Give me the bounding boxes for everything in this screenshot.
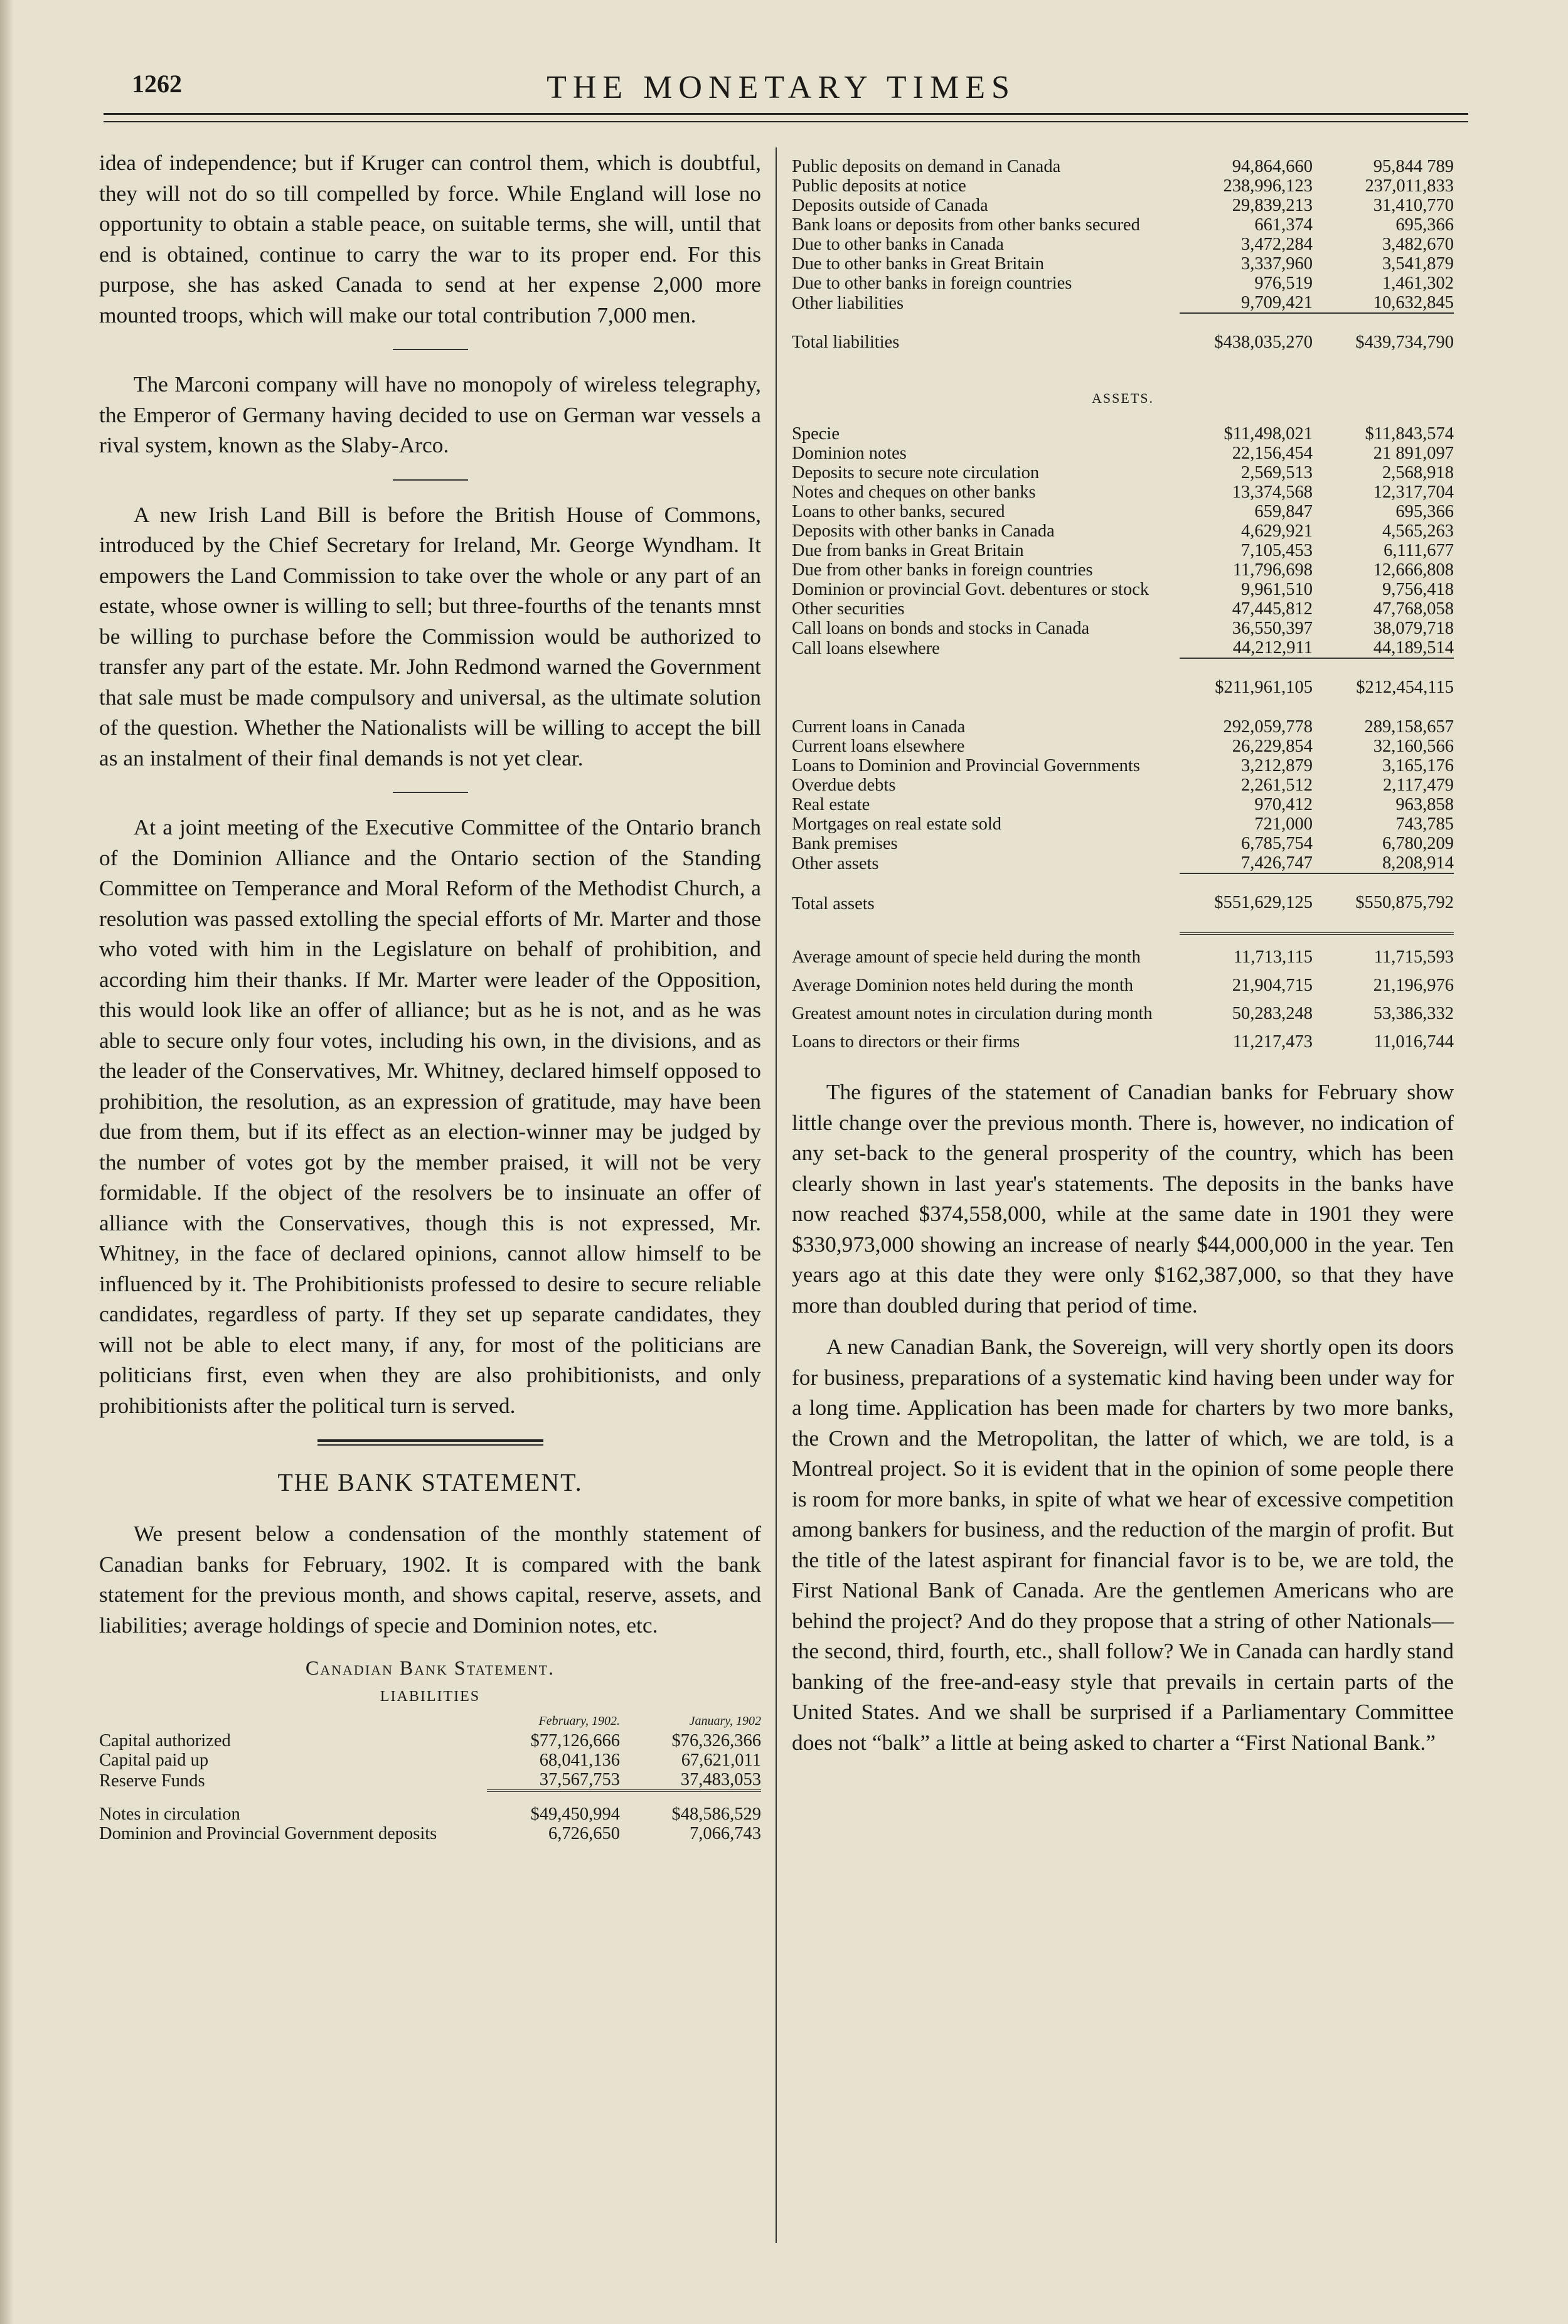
table-row [99,1751,761,1770]
row-value-february: 976,519 [1254,274,1313,293]
row-label: Overdue debts [792,776,896,795]
liabilities-table-start [99,1712,761,1843]
row-value-february: 721,000 [1254,814,1313,834]
row-value-february: 238,996,123 [1223,176,1313,196]
paragraph-figures: The figures of the statement of Canadian banks for February show little change over the previous month. There is, however, no indication of any set-back to the general prosperity of the country, which has been clearly shown in last year's statements. The deposits in the banks have now reached $374,558,000, while at the same date in 1901 they were $330,973,000 showing an increase of nearly $44,000,000 in the year. Ten years ago at this date they were only $162,387,000, so that they have more than doubled during that period of time. [792,1079,1454,1318]
row-label: Due to other banks in foreign countries [792,274,1072,293]
table-row [792,717,1454,737]
row-label: Loans to other banks, secured [792,502,1005,521]
row-value-january: $11,843,574 [1365,424,1454,444]
row-value-january: 47,768,058 [1373,599,1454,619]
row-value-january: 2,117,479 [1383,776,1454,795]
row-value-january: 8,208,914 [1382,853,1454,873]
table-rule [792,934,1454,939]
paragraph-irish-land-bill: A new Irish Land Bill is before the British House of Commons, introduced by the Chief Secretary for Ireland, Mr. George Wyndham. It empowers the Land Commission to take over the whole or any part of an estate, whose owner is willing to sell; but three-fourths of the tenants mnst be willing to purchase before the Commission would be authorized to transfer any part of the estate. Mr. John Redmond warned the Government that sale must be made compulsory and universal, as the ultimate solution of the question. Whether the Nationalists will be willing to accept the bill as an instalment of their final demands is not yet clear. [99,501,761,770]
paragraph-bank-statement-intro: We present below a condensation of the monthly statement of Canadian banks for February, 1902. It is compared with the bank statement for the previous month, and shows capital, reserve, assets, and liabilities; average holdings of specie and Dominion notes, etc. [99,1521,761,1638]
row-value-january: $48,586,529 [671,1804,761,1824]
table-row [792,444,1454,463]
row-value-january: 32,160,566 [1373,737,1454,756]
row-value-february: 44,212,911 [1232,638,1313,658]
row-value-january: 289,158,657 [1364,717,1454,737]
row-value-february: $438,035,270 [1214,333,1313,352]
table-row [792,874,1454,934]
separator-rule [393,479,468,481]
table-row [792,254,1454,274]
row-value-january: 9,756,418 [1382,580,1454,599]
row-value-february: 2,569,513 [1241,463,1313,482]
row-value-january: 31,410,770 [1373,196,1454,215]
row-value-january: 21 891,097 [1373,444,1454,463]
row-value-february: 36,550,397 [1232,619,1313,638]
table-row [792,853,1454,873]
row-value-january: 67,621,011 [681,1751,761,1770]
row-value-january: 7,066,743 [690,1824,761,1843]
row-label: Public deposits at notice [792,176,966,196]
row-label: Average amount of specie held during the month [792,947,1141,967]
section-heading: THE BANK STATEMENT. [277,1468,583,1496]
liabilities-assets-table [792,157,1454,1052]
row-label: Dominion or provincial Govt. debentures or stock [792,580,1149,599]
table-section-heading [792,372,1454,424]
table-row [792,314,1454,372]
table-row [792,424,1454,444]
row-value-february: 22,156,454 [1232,444,1313,463]
table-row [99,1824,761,1843]
row-value-january: 695,366 [1395,215,1454,235]
column-header-february: February, 1902. [538,1714,620,1728]
row-label: Public deposits on demand in Canada [792,157,1061,176]
row-label: Other assets [792,854,879,873]
row-label: Deposits to secure note circulation [792,463,1040,482]
paragraph-dominion-alliance: At a joint meeting of the Executive Committee of the Ontario branch of the Dominion Alliance and the Ontario section of the Standing Committee on Temperance and Moral Reform of the Methodist Church, a resolution was passed extolling the special efforts of Mr. Marter and those who voted with him in the Legislature on behalf of prohibition, and according him their thanks. If Mr. Marter were leader of the Opposition, this would look like an offer of alliance; but as he is not, and as he was able to secure only four votes, including his own, in the divisions, and as the leader of the Conservatives, Mr. Whitney, declared himself opposed to prohibition, the resolution, as an expression of gratitude, may have been due from them, but if its effect as an election-winner may be judged by the number of votes got by the member praised, it will not be very formidable. If the object of the resolvers be to insinuate an offer of alliance with the Conservatives, though this is not expressed, Mr. Whitney, in the face of declared opinions, cannot allow himself to be influenced by it. The Prohibitionists professed to desire to secure reliable candidates, regardless of party. If they set up separate candidates, they will not be able to elect many, if any, for most of the politicians are politicians first, even when they are also prohibitionists, and only prohibitionists after the political turn is served. [99,814,761,1418]
row-value-february: 37,567,753 [539,1770,620,1789]
row-value-january: 2,568,918 [1382,463,1454,482]
row-label: Dominion and Provincial Government deposits [99,1824,437,1843]
row-value-february: $551,629,125 [1214,893,1313,912]
row-value-january: $439,734,790 [1355,333,1454,352]
row-value-february: 9,709,421 [1241,293,1313,312]
column-divider [776,147,777,2243]
subtotal-row [792,659,1454,717]
row-value-february: $11,498,021 [1224,424,1313,444]
rule-january [1313,934,1454,939]
table-row [792,638,1454,658]
separator-rule [393,792,468,793]
row-value-february: 3,472,284 [1241,235,1313,254]
table-row [792,967,1454,995]
table-row [792,776,1454,795]
row-label: Bank premises [792,834,898,853]
row-value-january: 11,016,744 [1373,1032,1454,1052]
row-value-february: 26,229,854 [1232,737,1313,756]
row-label: Due to other banks in Canada [792,235,1004,254]
subtotal-january: $212,454,115 [1356,678,1454,697]
row-value-february: 47,445,812 [1232,599,1313,619]
row-value-february: 6,785,754 [1241,834,1313,853]
row-value-january: 12,317,704 [1373,482,1454,502]
table-row [792,235,1454,254]
row-value-january: 1,461,302 [1382,274,1454,293]
row-label: Deposits with other banks in Canada [792,521,1055,541]
table-row [792,176,1454,196]
separator-rule [393,349,468,350]
row-label: Total assets [792,894,875,914]
row-value-february: 11,796,698 [1232,560,1313,580]
header-rule [104,113,1468,122]
row-label: Loans to Dominion and Provincial Governments [792,756,1140,776]
table-row [792,196,1454,215]
right-column [792,157,1454,1757]
row-label: Capital authorized [99,1731,231,1751]
row-value-january: 963,858 [1395,795,1454,814]
row-value-february: 292,059,778 [1223,717,1313,737]
row-value-january: 6,780,209 [1382,834,1454,853]
row-value-january: 3,165,176 [1382,756,1454,776]
table-row [99,1796,761,1824]
table-row [792,599,1454,619]
row-label: Current loans elsewhere [792,737,965,756]
statement-title: Canadian Bank Statement. [305,1656,555,1679]
row-label: Deposits outside of Canada [792,196,988,215]
column-header-january: January, 1902 [689,1714,761,1728]
row-label: Due to other banks in Great Britain [792,254,1045,274]
row-value-february: 2,261,512 [1241,776,1313,795]
row-value-february: 3,337,960 [1241,254,1313,274]
rule-february [487,1791,620,1796]
row-value-february: 3,212,879 [1241,756,1313,776]
row-value-february: 661,374 [1254,215,1313,235]
paragraph-marconi: The Marconi company will have no monopoly of wireless telegraphy, the Emperor of Germany having decided to use on German war vessels a rival system, known as the Slaby-Arco. [99,371,761,457]
row-value-january: 38,079,718 [1373,619,1454,638]
row-label: Dominion notes [792,444,907,463]
table-rule [99,1791,761,1796]
row-value-january: 95,844 789 [1373,157,1454,176]
table-row [792,215,1454,235]
row-value-january: 4,565,263 [1382,521,1454,541]
row-label: Notes and cheques on other banks [792,482,1036,502]
page-number: 1262 [132,70,182,98]
row-value-february: 7,105,453 [1241,541,1313,560]
section-double-rule [317,1439,543,1446]
row-value-february: 7,426,747 [1241,853,1313,873]
row-label: Due from banks in Great Britain [792,541,1024,560]
row-label: Mortgages on real estate sold [792,814,1001,834]
left-column [99,147,761,1843]
row-label: Call loans elsewhere [792,639,940,658]
row-label: Greatest amount notes in circulation during month [792,1004,1153,1023]
table-row [792,795,1454,814]
table-row [792,274,1454,293]
row-value-february: 29,839,213 [1232,196,1313,215]
row-label: Specie [792,424,840,444]
rule-february [1180,934,1313,939]
row-value-february: 9,961,510 [1241,580,1313,599]
table-row [792,521,1454,541]
row-value-february: 4,629,921 [1241,521,1313,541]
row-value-february: 11,217,473 [1232,1032,1313,1052]
row-label: Other securities [792,599,905,619]
row-value-february: 970,412 [1254,795,1313,814]
paragraph-independence: idea of independence; but if Kruger can control them, which is doubtful, they will not do so till compelled by force. While England will lose no opportunity to obtain a stable peace, on suitable terms, she will, until that end is obtained, continue to carry the war to its proper end. For this purpose, she has asked Canada to send at her expense 2,000 more mounted troops, which will make our total contribution 7,000 men. [99,150,761,328]
table-row [792,1023,1454,1052]
row-label: Capital paid up [99,1751,209,1770]
table-row [792,995,1454,1023]
row-value-february: 68,041,136 [539,1751,620,1770]
table-row [792,939,1454,967]
table-row [792,157,1454,176]
row-label: Call loans on bonds and stocks in Canada [792,619,1090,638]
row-value-february: 659,847 [1254,502,1313,521]
row-label: Loans to directors or their firms [792,1032,1020,1052]
row-value-january: 53,386,332 [1373,1004,1454,1023]
table-row [792,756,1454,776]
page-header [94,63,1468,113]
table-row [792,560,1454,580]
row-label: Average Dominion notes held during the month [792,976,1134,995]
table-row [792,834,1454,853]
row-value-january: 11,715,593 [1373,947,1454,967]
row-value-february: 94,864,660 [1232,157,1313,176]
row-label: Current loans in Canada [792,717,966,737]
row-value-january: 237,011,833 [1365,176,1454,196]
row-value-february: 6,726,650 [548,1824,620,1843]
liabilities-heading: LIABILITIES [380,1688,481,1705]
row-label: Reserve Funds [99,1771,205,1791]
row-value-february: $77,126,666 [530,1731,620,1751]
table-row [792,463,1454,482]
row-value-february: $49,450,994 [530,1804,620,1824]
row-value-january: 3,482,670 [1382,235,1454,254]
rule-january [620,1791,761,1796]
row-value-february: 50,283,248 [1232,1004,1313,1023]
table-row [99,1731,761,1751]
row-value-february: 13,374,568 [1232,482,1313,502]
table-row [792,737,1454,756]
row-label: Bank loans or deposits from other banks secured [792,215,1140,235]
assets-heading: ASSETS. [1092,390,1154,406]
row-value-january: $76,326,366 [671,1731,761,1751]
paragraph-sovereign-bank: A new Canadian Bank, the Sovereign, will very shortly open its doors for business, preparations of a systematic kind having been under way for a long time. Application has been made for charters by two more banks, the Crown and the Metropolitan, the latter of which, we are told, is a Montreal project. So it is evident that in the opinion of some people there is room for more banks, in spite of what we hear of excessive competition among bankers for business, and the reduction of the margin of profit. But the title of the latest aspirant for financial favor is to be, we are told, the First National Bank of Canada. Are the gentlemen Americans who are behind the project? And do they propose that a string of other Nationals—the second, third, fourth, etc., shall follow? We in Canada can hardly stand banking of the free-and-easy style that prevails in certain parts of the United States. And we shall be surprised if a Parliamentary Committee does not “balk” a little at being asked to charter a “First National Bank.” [792,1334,1454,1755]
row-value-january: 37,483,053 [680,1770,761,1789]
row-label: Due from other banks in foreign countries [792,560,1093,580]
table-row [792,814,1454,834]
row-label: Notes in circulation [99,1804,240,1824]
table-row [792,541,1454,560]
table-row [792,293,1454,313]
row-value-january: 6,111,677 [1384,541,1454,560]
masthead: THE MONETARY TIMES [547,70,1016,105]
table-row [792,482,1454,502]
row-value-january: 695,366 [1395,502,1454,521]
table-header-row [99,1712,761,1731]
row-value-january: 10,632,845 [1373,293,1454,312]
table-row [792,619,1454,638]
row-label: Real estate [792,795,870,814]
row-label: Total liabilities [792,333,900,352]
subtotal-february: $211,961,105 [1215,678,1313,697]
row-value-january: 743,785 [1395,814,1454,834]
table-row [99,1770,761,1791]
row-value-january: $550,875,792 [1355,893,1454,912]
table-row [792,502,1454,521]
table-row [792,580,1454,599]
row-value-february: 21,904,715 [1232,976,1313,995]
row-value-january: 21,196,976 [1373,976,1454,995]
row-value-january: 44,189,514 [1373,638,1454,658]
row-value-january: 12,666,808 [1373,560,1454,580]
row-value-january: 3,541,879 [1382,254,1454,274]
row-value-february: 11,713,115 [1233,947,1313,967]
row-label: Other liabilities [792,294,904,313]
